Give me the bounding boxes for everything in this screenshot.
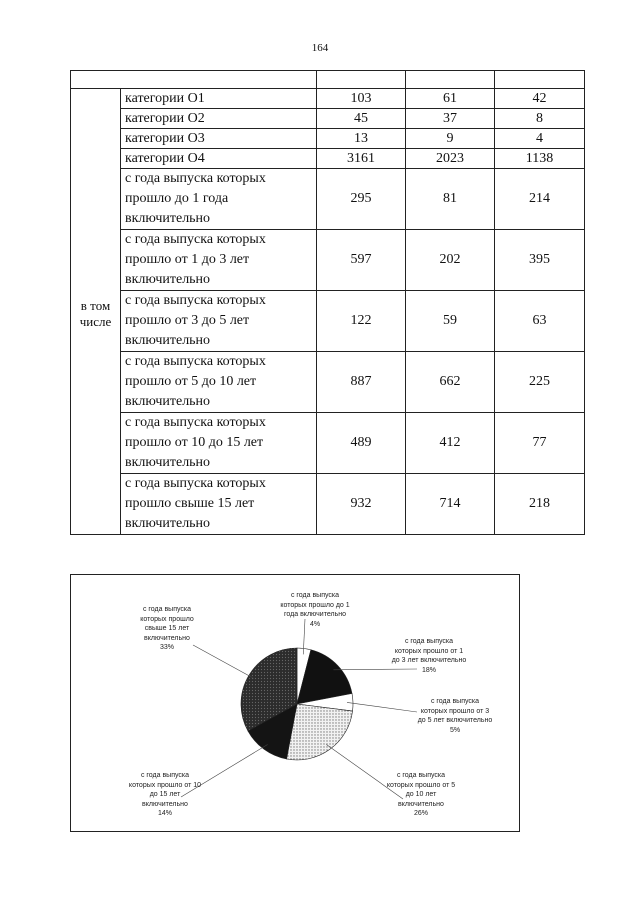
- table-row: [71, 149, 585, 169]
- value-cell: 13: [317, 129, 406, 149]
- slice-label: [379, 637, 479, 675]
- slice-label-line: которых прошло от 10: [128, 781, 202, 789]
- value-cell: 489: [317, 413, 406, 474]
- row-label-line: с года выпуска которых: [125, 354, 266, 369]
- table-row: [71, 474, 585, 535]
- value-cell: 932: [317, 474, 406, 535]
- row-label-line: включительно: [125, 333, 211, 348]
- row-label-line: прошло свыше 15 лет: [125, 496, 255, 511]
- group-label-line: в том: [80, 297, 111, 313]
- row-label-line: категории О2: [125, 110, 205, 126]
- value-cell: 714: [406, 474, 495, 535]
- value-cell: 1138: [495, 149, 585, 169]
- value-cell: 9: [406, 129, 495, 149]
- value-cell: 225: [495, 352, 585, 413]
- slice-label: [371, 771, 471, 819]
- row-label-line: категории О3: [125, 130, 205, 146]
- value-cell: 412: [406, 413, 495, 474]
- row-label-line: категории О4: [125, 150, 205, 166]
- value-cell: 295: [317, 169, 406, 230]
- slice-label-line: включительно: [144, 634, 190, 642]
- row-label: [121, 109, 317, 129]
- slice-label-line: 14%: [157, 810, 172, 817]
- slice-label-line: с года выпуска: [140, 772, 190, 779]
- row-label-line: включительно: [125, 455, 211, 470]
- row-label-line: категории О1: [125, 90, 205, 106]
- header-cell: [406, 71, 495, 89]
- data-table: [70, 70, 585, 535]
- row-label-line: включительно: [125, 272, 211, 287]
- row-label-line: прошло от 1 до 3 лет: [125, 252, 250, 267]
- row-label: [121, 474, 317, 535]
- row-label-line: с года выпуска которых: [125, 293, 266, 308]
- row-label: [121, 129, 317, 149]
- value-cell: 214: [495, 169, 585, 230]
- row-label: [121, 149, 317, 169]
- pie-slice: [287, 704, 353, 760]
- slice-label-line: до 10 лет: [405, 791, 437, 798]
- table-row: [71, 230, 585, 291]
- slice-label-line: с года выпуска: [430, 698, 480, 705]
- slice-label-line: которых прошло: [140, 615, 194, 623]
- slice-label-line: с года выпуска: [290, 592, 340, 599]
- table-row: [71, 352, 585, 413]
- group-label-line: числе: [79, 313, 112, 329]
- row-label-line: с года выпуска которых: [125, 415, 266, 430]
- header-cell: [495, 71, 585, 89]
- slice-label-line: с года выпуска: [142, 606, 192, 613]
- slice-label-line: свыше 15 лет: [144, 625, 190, 632]
- row-label-line: прошло от 5 до 10 лет: [125, 374, 257, 389]
- header-cell: [71, 71, 317, 89]
- slice-label: [265, 591, 365, 629]
- value-cell: 59: [406, 291, 495, 352]
- slice-label: [405, 697, 505, 735]
- row-label: [121, 291, 317, 352]
- value-cell: 122: [317, 291, 406, 352]
- slice-label-line: до 3 лет включительно: [391, 657, 467, 664]
- value-cell: 3161: [317, 149, 406, 169]
- slice-label-line: до 5 лет включительно: [417, 717, 493, 724]
- row-label-line: включительно: [125, 394, 211, 409]
- slice-label-line: года включительно: [284, 611, 346, 618]
- table-row: [71, 169, 585, 230]
- value-cell: 395: [495, 230, 585, 291]
- slice-label-line: до 15 лет: [149, 791, 181, 798]
- table-row: [71, 413, 585, 474]
- value-cell: 42: [495, 89, 585, 109]
- slice-label-line: с года выпуска: [404, 638, 454, 645]
- table-row: [71, 129, 585, 149]
- value-cell: 81: [406, 169, 495, 230]
- row-label-line: прошло от 10 до 15 лет: [125, 435, 264, 450]
- slice-label: [115, 771, 215, 819]
- value-cell: 37: [406, 109, 495, 129]
- value-cell: 8: [495, 109, 585, 129]
- slice-label-line: включительно: [142, 800, 188, 808]
- pie-chart: [70, 574, 520, 832]
- slice-label-line: 18%: [421, 666, 436, 674]
- page-number: 164: [311, 42, 329, 54]
- row-label: [121, 230, 317, 291]
- row-label-line: включительно: [125, 211, 211, 226]
- header-cell: [317, 71, 406, 89]
- value-cell: 63: [495, 291, 585, 352]
- slice-label-line: которых прошло до 1: [280, 601, 350, 609]
- row-label-line: включительно: [125, 516, 211, 531]
- row-label-line: прошло от 3 до 5 лет: [125, 313, 250, 328]
- row-label: [121, 89, 317, 109]
- row-label-line: с года выпуска которых: [125, 171, 266, 186]
- row-label: [121, 413, 317, 474]
- row-label-line: с года выпуска которых: [125, 232, 266, 247]
- value-cell: 202: [406, 230, 495, 291]
- row-label: [121, 169, 317, 230]
- value-cell: 597: [317, 230, 406, 291]
- slice-label-line: с года выпуска: [396, 772, 446, 779]
- value-cell: 103: [317, 89, 406, 109]
- value-cell: 887: [317, 352, 406, 413]
- table-row: [71, 291, 585, 352]
- slice-label-line: 5%: [449, 726, 461, 734]
- slice-label-line: 4%: [309, 620, 321, 628]
- slice-label-line: которых прошло от 1: [394, 647, 464, 655]
- row-label-line: с года выпуска которых: [125, 476, 266, 491]
- slice-label-line: включительно: [398, 800, 444, 808]
- slice-label: [117, 605, 217, 653]
- table-row: [71, 89, 585, 109]
- table-row: [71, 109, 585, 129]
- group-label-cell: [71, 89, 121, 535]
- value-cell: 218: [495, 474, 585, 535]
- slice-label-line: 33%: [159, 644, 174, 651]
- row-label: [121, 352, 317, 413]
- value-cell: 4: [495, 129, 585, 149]
- value-cell: 2023: [406, 149, 495, 169]
- table-header-row: [71, 71, 585, 89]
- slice-label-line: которых прошло от 5: [386, 781, 456, 789]
- slice-label-line: которых прошло от 3: [420, 707, 490, 715]
- value-cell: 45: [317, 109, 406, 129]
- value-cell: 77: [495, 413, 585, 474]
- row-label-line: прошло до 1 года: [125, 191, 229, 206]
- value-cell: 662: [406, 352, 495, 413]
- slice-label-line: 26%: [413, 810, 428, 817]
- value-cell: 61: [406, 89, 495, 109]
